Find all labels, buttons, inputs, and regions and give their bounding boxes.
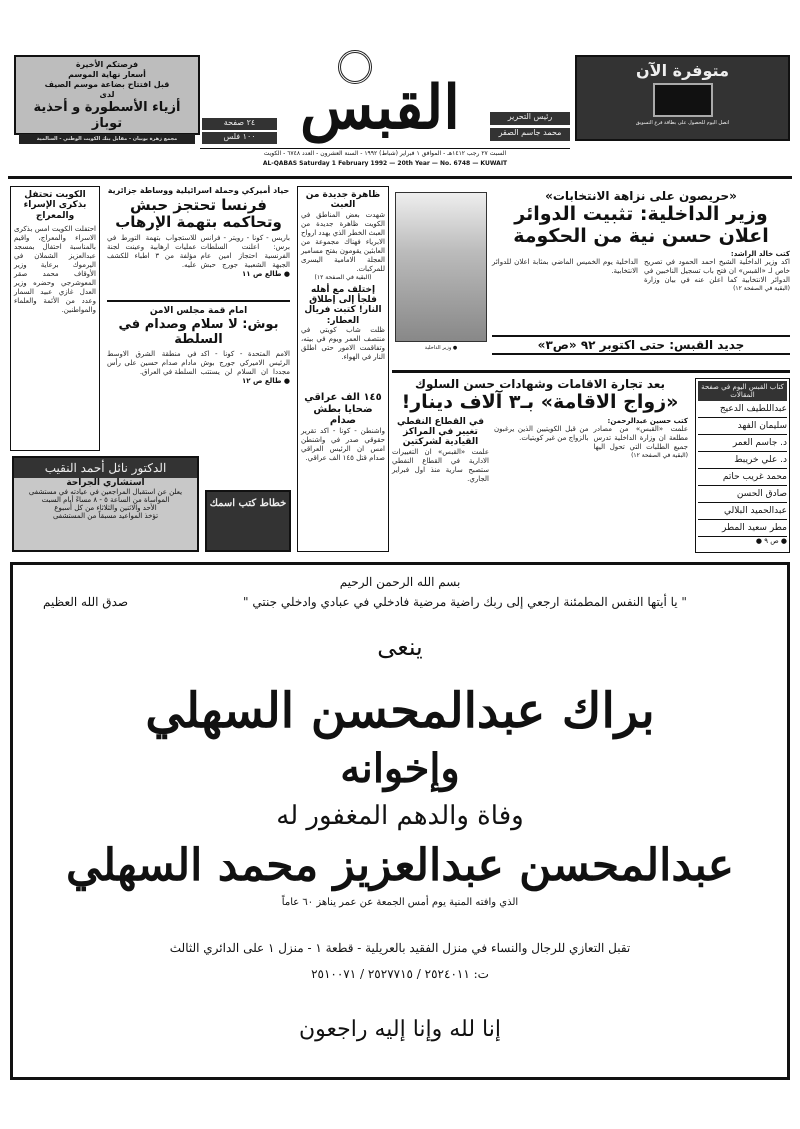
kicker: «حريصون على نزاهة الانتخابات» xyxy=(545,189,737,203)
editor-name: محمد جاسم الصقر xyxy=(490,128,570,141)
quran-verse: " يا أيتها النفس المطمئنة ارجعي إلى ربك راضية مرضية فادخلي في عبادي وادخلي جنتي " xyxy=(243,595,687,609)
headline: بوش: لا سلام وصدام في السلطة xyxy=(118,317,279,348)
continued-link[interactable]: (البقية في الصفحة ١٢) xyxy=(631,451,688,459)
writer-name: صادق الحسن xyxy=(698,486,787,503)
article-marriage xyxy=(392,378,688,556)
brand-topaz: أحذية توباز xyxy=(33,100,123,131)
price-badge: ١٠٠ فلس xyxy=(202,132,277,144)
brothers: وإخوانه xyxy=(340,745,460,792)
headline: «زواج الاقامة» بـ٣ آلاف دينار! xyxy=(401,390,679,413)
article-body: شهدت بعض المناطق في الكويت ظاهرة جديدة من العبث الخطر الذي يهدد ارواح الابرياء فهناك مجموعة من العابثين يقومون بفتح مسامير العجلة الامامية اليسرى للمركبات. xyxy=(301,210,385,273)
new-qabas-bar: جديد القبس: حتى اكتوبر ٩٢ «ص٣» xyxy=(492,335,790,355)
ad-line: المواساة من الساعة ٥ - ٨ مساءً أيام السبت xyxy=(41,496,170,504)
writer-name: سليمان الفهد xyxy=(698,418,787,435)
article-phenomenon xyxy=(297,186,389,552)
yanaa: ينعى xyxy=(377,633,423,661)
article-body: اكد وزير الداخلية الشيخ احمد الحمود في تصريح خاص لـ «القبس» ان فتح باب تسجيل الناخبين في الدوائر الانتخابية كما اعلن عنه في بيان وزارة الداخلية يوم الخميس الماضي بمثابة اعلان للدوائر الانتخابية. xyxy=(492,258,790,285)
date-arabic: السبت ٢٧ رجب ١٤١٢هـ - الموافق ١ فبراير (شباط) ١٩٩٢ - السنة العشرون - العدد ٦٧٤٨ - الكويت xyxy=(263,150,507,157)
article-body: واشنطن - كونا - اكد تقرير حقوقي صدر في واشنطن امس ان الرئيس العراقي صدام قتل ١٤٥ الف عراقي. xyxy=(301,426,385,462)
ad-left xyxy=(14,55,200,142)
byline: كتب خالد الراشد: xyxy=(730,250,790,259)
writer-name: د. جاسم العمر xyxy=(698,435,787,452)
writer-name: محمد غريب حاتم xyxy=(698,469,787,486)
sadaq-allah: صدق الله العظيم xyxy=(43,595,129,609)
writers-header: كتاب القبس اليوم في صفحة المقالات xyxy=(698,381,787,401)
masthead-logo: القبس xyxy=(300,73,460,143)
ad-right-title: متوفرة الآن xyxy=(636,61,729,80)
ad-line: تؤخذ المواعيد مسبقاً من المستشفى xyxy=(52,512,159,520)
continued-link[interactable]: ● طالع ص ١١ xyxy=(241,269,290,278)
continued-link[interactable]: (البقية في الصفحة ١٢) xyxy=(733,285,790,293)
pages-badge: ٢٤ صفحة xyxy=(202,118,277,130)
article-body: ظلت شاب كويتي في منتصف العمر ويوم في بيته، وتفاقمت الامور حتى اطلق النار في الهواء. xyxy=(301,326,385,362)
ad-line: الأحد والاثنين والثلاثاء من كل أسبوع xyxy=(54,504,157,512)
article-france xyxy=(107,186,290,296)
article-body: علمت «القبس» من مصادر مطلعة ان وزارة الداخلية تدرس جميع الطلبات التي تحول اليها من قبل الكويتيين الذين يرغبون بالزواج من غير كويتيات. xyxy=(494,424,688,451)
writer-name: عبدالحميد البلالي xyxy=(698,503,787,520)
article-body: احتفلت الكويت امس بذكرى الاسراء والمعراج، واقيم بالمناسبة احتفال بمسجد عبدالعزيز الشملان في اليرموك برعاية وزير الأوقاف محمد صقر المعوشرجي وحضره وزير العدل غازي عبيد السمار وعدد من الأئمة والعلماء والمواطنين. xyxy=(14,225,96,315)
continued-link[interactable]: ● طالع ص ١٢ xyxy=(241,377,290,386)
kicker: حياد أميركي وحملة اسرائيلية ووساطة جزائرية xyxy=(107,186,290,195)
age-line: الذي وافته المنية يوم أمس الجمعة عن عمر يناهز ٦٠ عاماً xyxy=(281,897,519,908)
ad-doctor xyxy=(12,456,199,552)
doctor-title: استشاري الجراحة xyxy=(66,478,145,488)
ad-title: خطاط كتب اسمك xyxy=(209,498,287,509)
kicker: بعد تجارة الاقامات وشهادات حسن السلوك xyxy=(414,377,666,391)
writers-box xyxy=(695,378,790,553)
headline: ظاهرة جديدة من العبث xyxy=(305,190,381,211)
headline: وزير الداخلية: تثبيت الدوائر xyxy=(514,202,768,225)
ad-calligrapher xyxy=(205,490,291,552)
headline: في القطاع النفطي تغيير في المراكز القيادية لشركتين xyxy=(397,416,484,448)
phone-numbers: ت: ٢٥٢٤٠١١ / ٢٥٢٧٧١٥ / ٢٥١٠٠٧١ xyxy=(311,967,489,981)
headline: إختلف مع أهله فلجأ إلى إطلاق النار! كتبت فريال العطار: xyxy=(304,284,382,326)
kicker: امام قمة مجلس الامن xyxy=(149,306,248,316)
editor-title: رئيس التحرير xyxy=(490,112,570,125)
basmala: بسم الله الرحمن الرحيم xyxy=(339,575,461,589)
ad-right xyxy=(575,55,790,141)
writers-list xyxy=(698,401,787,537)
headline: الكويت تحتفل بذكرى الإسراء والمعراج xyxy=(23,190,87,221)
mourner-name: براك عبدالمحسن السهلي xyxy=(145,683,655,739)
continued-link[interactable]: ● ص ٩ ● xyxy=(755,537,787,545)
ad-line: قبل افتتاح بضاعة موسم الصيف xyxy=(44,80,170,89)
closing-verse: إنا لله وإنا إليه راجعون xyxy=(299,1017,501,1042)
headline: اعلان حسن نية من الحكومة xyxy=(513,224,769,247)
deceased-name: عبدالمحسن عبدالعزيز محمد السهلي xyxy=(66,840,734,891)
ad-line: فرصتكم الأخيرة xyxy=(75,60,139,69)
minister-photo xyxy=(395,192,487,342)
date-english: AL-QABAS Saturday 1 February 1992 — 20th Year — No. 6748 — KUWAIT xyxy=(262,160,508,167)
writer-name: مطر سعيد المطر xyxy=(698,520,787,537)
condolences: تقبل التعازي للرجال والنساء في منزل الفقيد بالعريلية - قطعة ١ - منزل ١ على الدائري الثالث xyxy=(169,941,631,955)
writer-name: د. علي خريبط xyxy=(698,452,787,469)
headline: ١٤٥ الف عراقي ضحايا بطش صدام xyxy=(304,392,382,427)
article-minister xyxy=(492,190,790,292)
continued-link[interactable]: (البقية في الصفحة ١٢) xyxy=(314,273,372,281)
article-body: الامم المتحدة - كونا - اكد الرئيس الاميركي جورج بوش مجددا ان السلام لن يستتب في منطقة الشرق الاوسط مادام صدام حسين على رأس السلطة في العراق. xyxy=(107,350,290,377)
doctor-name: الدكتور نائل أحمد النقيب xyxy=(14,458,197,478)
obituary-ad xyxy=(10,562,790,1080)
ad-line: يعلن عن استقبال المراجعين في عيادته في مستشفى xyxy=(28,488,183,496)
ad-line: أسعار نهاية الموسم xyxy=(68,70,146,79)
writer-name: عبداللطيف الدعيج xyxy=(698,401,787,418)
ad-right-caption: اتصل اليوم للحصول على بطاقة فرع التسويق xyxy=(635,120,730,126)
article-body: علمت «القبس» ان التغييرات الادارية في القطاع النفطي ستصبح سارية منذ اول فبراير الجاري. xyxy=(392,447,489,483)
ad-line: لدى xyxy=(99,90,115,99)
article-body: باريس - كونا - رويتر - فرانس برس: اعلنت السلطات الفرنسية احتجاز امين عام الجبهة الشعبية جورج حبش للاستجواب بتهمة التورط في عمليات ارهابية وعينت لجنة مؤلفة من ٣ اطباء للكشف عليه. xyxy=(107,233,290,269)
ad-footer: مجمع زهرة بوبيان - مقابل بنك الكويت الوطني - السالمية xyxy=(19,134,195,144)
brand-asatir: أزياء الأسطورة xyxy=(84,100,181,115)
article-bush xyxy=(107,306,290,416)
headline: فرنسا تحتجز حبش وتحاكمه بتهمة الإرهاب xyxy=(115,196,282,232)
brand-and: و xyxy=(72,100,81,115)
article-kuwait xyxy=(10,186,100,451)
death-notice: وفاة والدهم المغفور له xyxy=(276,801,524,831)
photo-caption: ● وزير الداخلية xyxy=(424,345,458,351)
byline: كتب حسين عبدالرحمن: xyxy=(607,416,688,425)
